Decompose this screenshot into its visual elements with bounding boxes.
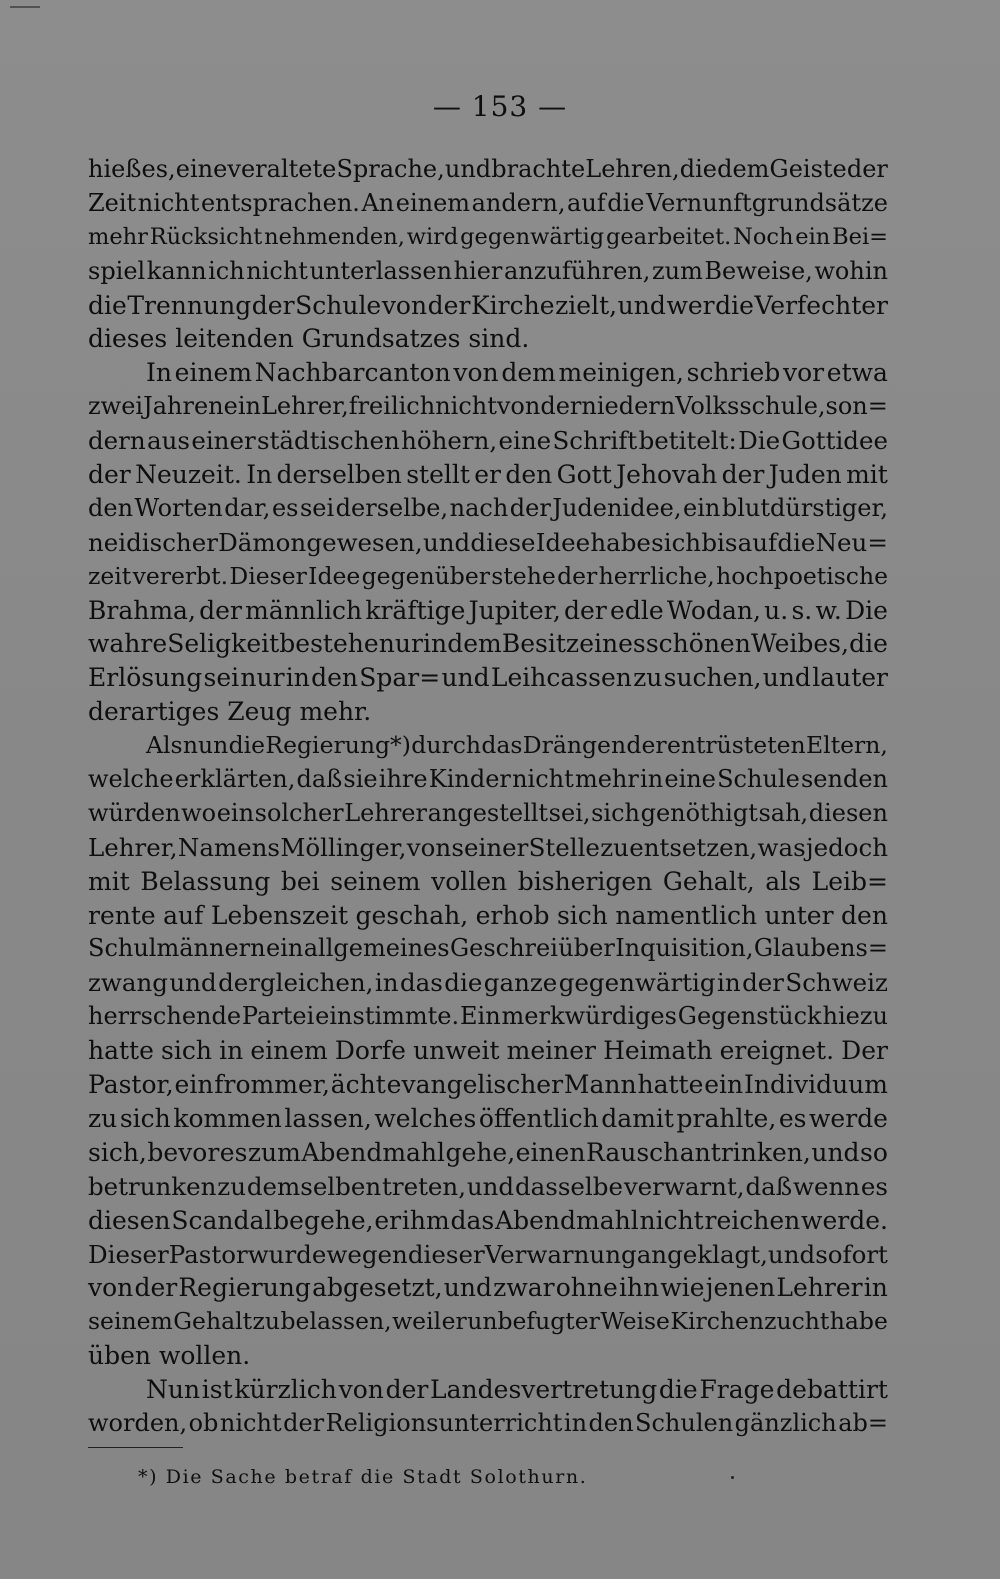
- text-line: den Worten dar, es sei derselbe, nach der Judenidee, ein blutdürstiger,: [88, 493, 888, 522]
- text-line: zu sich kommen lassen, welches öffentlich damit prahlte, es werde: [88, 1103, 888, 1133]
- text-line: Als nun die Regierung*) durch das Drängen der entrüsteten Eltern,: [146, 731, 888, 760]
- text-line: dern aus einer städtischen höhern, eine Schrift betitelt: Die Gottidee: [88, 426, 888, 456]
- text-line: neidischer Dämon gewesen, und diese Idee habe sich bis auf die Neu=: [88, 527, 888, 557]
- text-line: mit Belassung bei seinem vollen bisherigen Gehalt, als Leib=: [88, 866, 888, 896]
- text-line: dieses leitenden Grundsatzes sind.: [88, 324, 530, 354]
- text-line: herrschende Partei einstimmte. Ein merkwürdiges Gegenstück hiezu: [88, 1002, 888, 1031]
- text-line: Zeit nicht entsprachen. An einem andern, auf die Vernunftgrundsätze: [88, 188, 888, 217]
- text-line: Erlösung sei nur in den Spar= und Leihcassen zu suchen, und lauter: [88, 663, 888, 693]
- text-line: wahre Seligkeit bestehe nur in dem Besitz eines schönen Weibes, die: [88, 629, 888, 659]
- text-line: In einem Nachbarcanton von dem meinigen, schrieb vor etwa: [146, 358, 888, 388]
- text-line: die Trennung der Schule von der Kirche zielt, und wer die Verfechter: [88, 290, 888, 320]
- footnote-divider: [88, 1447, 183, 1448]
- text-line: mehr Rücksicht nehmenden, wird gegenwärtig gearbeitet. Noch ein Bei=: [88, 223, 888, 250]
- text-line: der Neuzeit. In derselben stellt er den Gott Jehovah der Juden mit: [88, 460, 888, 490]
- text-line: seinem Gehalt zu belassen, weil er unbefugter Weise Kirchenzucht habe: [88, 1307, 888, 1336]
- text-line: zeit vererbt. Dieser Idee gegenüber stehe der herrliche, hochpoetische: [88, 561, 888, 590]
- text-line: spiel kann ich nicht unterlassen hier anzuführen, zum Beweise, wohin: [88, 256, 888, 285]
- text-line: worden, ob nicht der Religionsunterricht in den Schulen gänzlich ab=: [88, 1408, 888, 1437]
- text-line: welche erklärten, daß sie ihre Kinder nicht mehr in eine Schule senden: [88, 765, 888, 794]
- text-line: Pastor, ein frommer, ächt evangelischer Mann hatte ein Individuum: [88, 1070, 888, 1100]
- text-line: Lehrer, Namens Möllinger, von seiner Stelle zu entsetzen, was jedoch: [88, 832, 888, 862]
- text-line: würden wo ein solcher Lehrer angestellt sei, sich genöthigt sah, diesen: [88, 798, 888, 827]
- text-line: hieß es, eine veraltete Sprache, und brachte Lehren, die dem Geiste der: [88, 155, 888, 183]
- text-line: Schulmännern ein allgemeines Geschrei über Inquisition, Glaubens=: [88, 934, 888, 963]
- text-line: zwang und dergleichen, in das die ganze gegenwärtig in der Schweiz: [88, 968, 888, 998]
- text-line: rente auf Lebenszeit geschah, erhob sich namentlich unter den: [88, 900, 888, 930]
- page-number: — 153 —: [432, 90, 568, 123]
- scan-edge-mark: [10, 6, 40, 8]
- text-line: derartiges Zeug mehr.: [88, 697, 372, 727]
- text-line: von der Regierung abgesetzt, und zwar ohne ihn wie jenen Lehrer in: [88, 1273, 888, 1303]
- text-line: Brahma, der männlich kräftige Jupiter, der edle Wodan, u. s. w. Die: [88, 595, 888, 625]
- text-line: Nun ist kürzlich von der Landesvertretung die Frage debattirt: [146, 1375, 888, 1405]
- text-line: betrunken zu demselben treten, und dasselbe verwarnt, daß wenn es: [88, 1171, 888, 1201]
- text-line: üben wollen.: [88, 1341, 251, 1371]
- body-text: [88, 153, 888, 1441]
- text-line: zwei Jahren ein Lehrer, freilich nicht von der niedern Volksschule, son=: [88, 392, 888, 421]
- text-line: diesen Scandal begehe, er ihm das Abendmahl nicht reichen werde.: [88, 1205, 888, 1235]
- text-line: hatte sich in einem Dorfe unweit meiner Heimath ereignet. Der: [88, 1036, 888, 1066]
- scan-speck: [731, 1476, 734, 1479]
- text-line: Dieser Pastor wurde wegen dieser Verwarnung angeklagt, und sofort: [88, 1239, 888, 1269]
- footnote: *) Die Sache betraf die Stadt Solothurn.: [138, 1466, 588, 1488]
- text-line: sich, bevor es zum Abendmahl gehe, einen Rausch antrinken, und so: [88, 1137, 888, 1167]
